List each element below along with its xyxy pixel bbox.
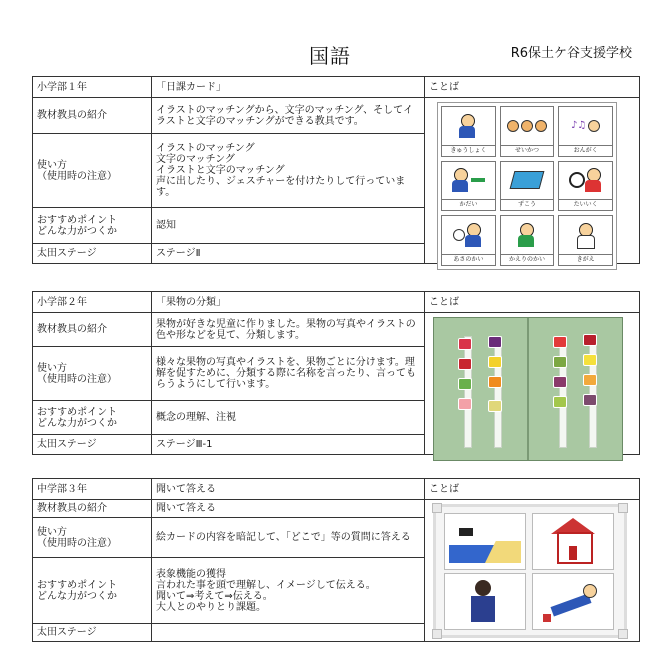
intro-label: 教材教具の紹介: [33, 313, 152, 347]
point-label: おすすめポイント どんな力がつくか: [33, 558, 152, 624]
point-text: 概念の理解、注視: [152, 401, 425, 435]
section-2-table: [32, 291, 640, 455]
card-art: ずこう: [500, 161, 555, 212]
card-morning-meeting: あさのかい: [441, 215, 496, 266]
section-1-table: [32, 76, 640, 264]
photo-fruit-board: [425, 313, 640, 455]
house-card: [532, 513, 614, 570]
card-closing-meeting: かえりのかい: [500, 215, 555, 266]
person-eating-icon: [459, 114, 477, 138]
faces-icon: [501, 107, 554, 145]
stage-value: ステージⅡ: [152, 244, 425, 264]
point-text: 表象機能の獲得 言われた事を頭で理解し、イメージして伝える。 聞いて⇒考えて⇒伝える。 大人とのやりとり課題。: [152, 558, 425, 624]
fruit-watermelon-icon: [458, 338, 472, 350]
intro-text: 果物が好きな児童に作りました。果物の写真やイラストの色や形などを見て、分類します。: [152, 313, 425, 347]
card-changing: きがえ: [558, 215, 613, 266]
point-text: 認知: [152, 208, 425, 244]
grade-cell: 小学部２年: [33, 292, 152, 313]
fruit-grape-icon: [488, 336, 502, 348]
material-name: 聞いて答える: [152, 479, 425, 500]
card-pe: たいいく: [558, 161, 613, 212]
fruit-lemon-icon: [583, 354, 597, 366]
section-3-table: [32, 478, 640, 642]
fruit-plum-icon: [553, 376, 567, 388]
school-name: R6保土ケ谷支援学校: [510, 46, 632, 61]
intro-label: 教材教具の紹介: [33, 500, 152, 518]
fruit-peach-icon: [458, 398, 472, 410]
card-music: ♪♫ おんがく: [558, 106, 613, 157]
grade-cell: 中学部３年: [33, 479, 152, 500]
page-title: 国語: [309, 44, 351, 68]
usage-label: 使い方 （使用時の注意）: [33, 347, 152, 401]
person-desk-icon: [452, 168, 470, 192]
fruit-fig-icon: [583, 394, 597, 406]
stage-value: ステージⅢ-1: [152, 435, 425, 455]
intro-label: 教材教具の紹介: [33, 98, 152, 134]
card-daily-life: せいかつ: [500, 106, 555, 157]
intro-text: イラストのマッチングから、文字のマッチング、そしてイラストと文字のマッチングができる教具です。: [152, 98, 425, 134]
boat-icon: [459, 528, 473, 536]
person-standing-icon: [518, 223, 536, 247]
usage-label: 使い方 （使用時の注意）: [33, 134, 152, 208]
grade-cell: 小学部１年: [33, 77, 152, 98]
point-label: おすすめポイント どんな力がつくか: [33, 401, 152, 435]
material-name: 「果物の分類」: [152, 292, 425, 313]
fruit-melon-icon: [458, 378, 472, 390]
person-ball-icon: [585, 168, 603, 192]
point-label: おすすめポイント どんな力がつくか: [33, 208, 152, 244]
card-lunch: きゅうしょく: [441, 106, 496, 157]
kotoba-label: ことば: [425, 479, 640, 500]
stage-value: [152, 624, 425, 642]
card-task: かだい: [441, 161, 496, 212]
photo-picture-cards: [425, 500, 640, 642]
fruit-banana-icon: [488, 356, 502, 368]
fruit-sorting-board: [433, 317, 623, 461]
fruit-cherry-icon: [583, 334, 597, 346]
pictogram-card-grid: [437, 102, 617, 270]
usage-text: イラストのマッチング 文字のマッチング イラストと文字のマッチング 声に出したり、ジェスチャーを付けたりして行っています。: [152, 134, 425, 208]
painting-icon: [501, 162, 554, 200]
person-changing-icon: [577, 223, 595, 247]
singing-icon: ♪♫: [559, 107, 612, 145]
boy-photo-icon: [475, 580, 491, 596]
fall-card: [532, 573, 614, 630]
person-clock-icon: [465, 223, 483, 247]
fruit-grape-green-icon: [553, 396, 567, 408]
material-name: 「日課カード」: [152, 77, 425, 98]
fruit-apple-icon: [458, 358, 472, 370]
fruit-orange-icon: [488, 376, 502, 388]
intro-text: 聞いて答える: [152, 500, 425, 518]
stage-label: 太田ステージ: [33, 244, 152, 264]
fruit-pear-icon: [488, 400, 502, 412]
kotoba-label: ことば: [425, 292, 640, 313]
usage-text: 絵カードの内容を暗記して、「どこで」等の質問に答える: [152, 518, 425, 558]
stage-label: 太田ステージ: [33, 435, 152, 455]
photo-daily-cards: [425, 98, 640, 264]
boy-card: [444, 573, 526, 630]
usage-label: 使い方 （使用時の注意）: [33, 518, 152, 558]
picture-card-board: [433, 504, 627, 638]
kotoba-label: ことば: [425, 77, 640, 98]
fruit-kiwi-icon: [553, 356, 567, 368]
fruit-strawberry-icon: [553, 336, 567, 348]
usage-text: 様々な果物の写真やイラストを、果物ごとに分けます。理解を促すために、分類する際に名称を言ったり、言ってもらうようにして行います。: [152, 347, 425, 401]
stage-label: 太田ステージ: [33, 624, 152, 642]
fruit-mango-icon: [583, 374, 597, 386]
beach-card: [444, 513, 526, 570]
